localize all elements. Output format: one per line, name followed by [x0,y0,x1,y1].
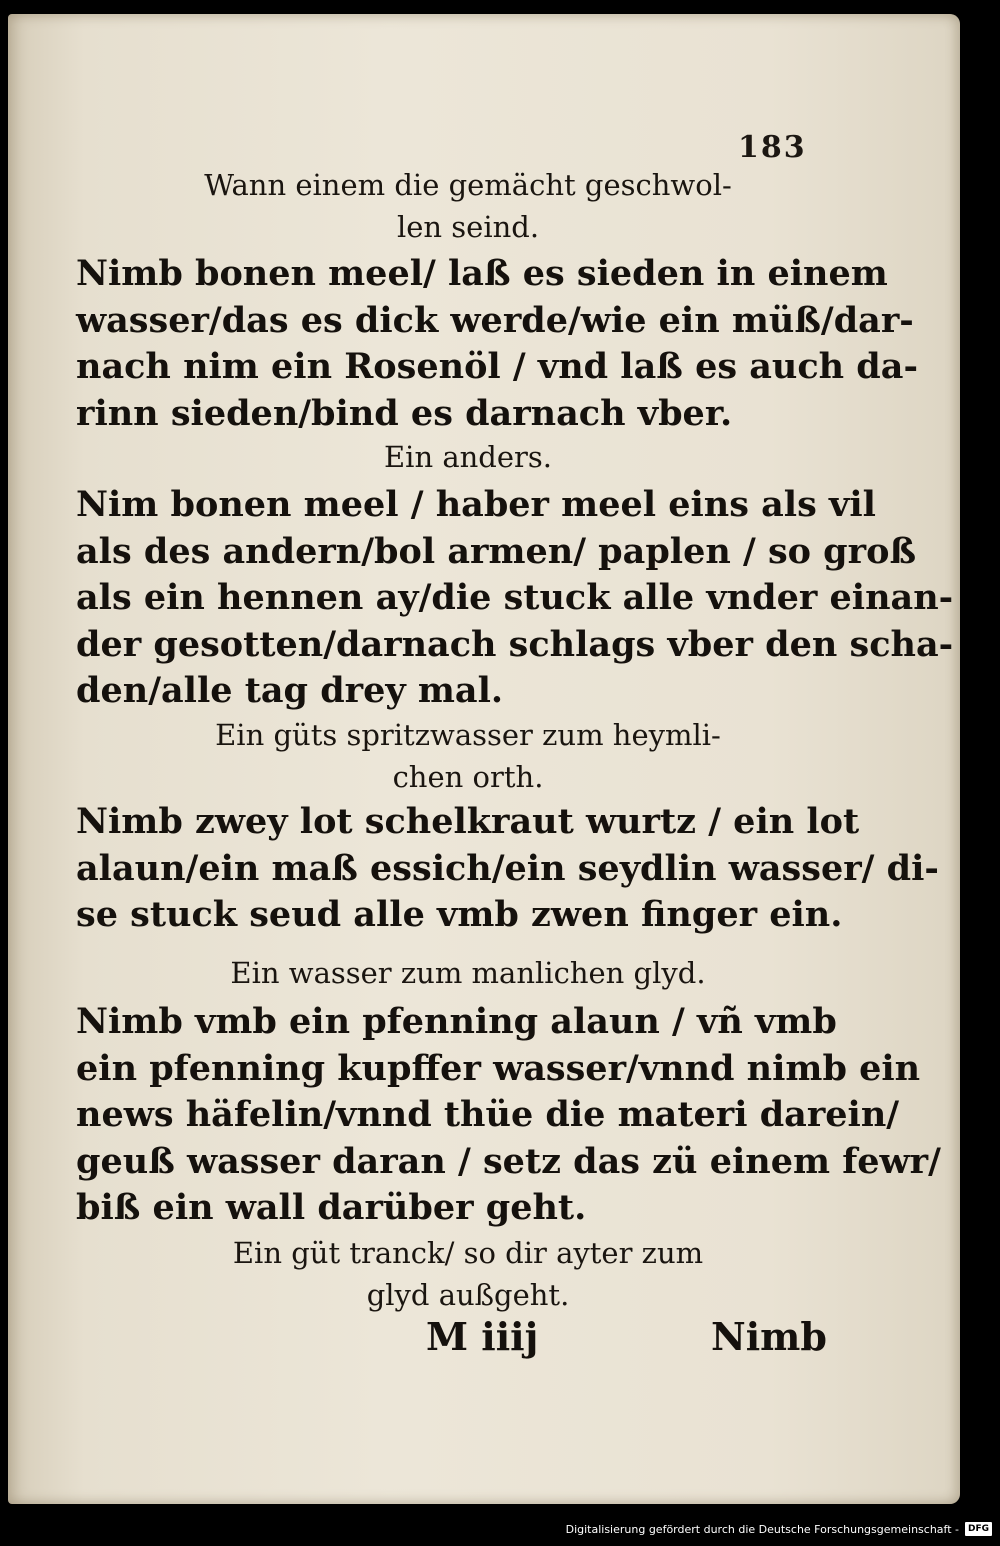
body-line: der gesotten/darnach schlags vber den scha- [76,623,954,665]
section-heading [68,436,868,478]
section-body [76,999,941,1232]
heading-line: Wann einem die gemächt geschwol- [204,168,732,202]
heading-line: chen orth. [392,760,544,794]
section-body [76,799,939,939]
catchword: Nimb [711,1314,827,1359]
body-line: rinn sieden/bind es darnach vber. [76,392,733,434]
section-heading [68,714,868,798]
dfg-logo-icon: DFG [965,1522,992,1536]
body-line: biß ein wall darüber geht. [76,1187,587,1228]
section-body [76,251,918,437]
section-heading [68,1232,868,1316]
heading-line: Ein güt tranck/ so dir ayter zum [232,1236,704,1270]
funding-credit: Digitalisierung gefördert durch die Deutsche Forschungsgemeinschaft - [565,1522,959,1536]
body-line: geuß wasser daran / setz das zü einem fewr/ [76,1140,941,1182]
heading-line: Ein anders. [384,440,552,474]
book-page [8,14,960,1504]
body-line: als ein hennen ay/die stuck alle vnder einan- [76,577,954,618]
body-line: Nimb bonen meel/ laß es sieden in einem [76,253,888,294]
heading-line: glyd außgeht. [366,1278,570,1312]
heading-line: len seind. [396,210,540,244]
body-line: Nimb zwey lot schelkraut wurtz / ein lot [76,801,860,842]
body-line: news häfelin/vnnd thüe die materi darein/ [76,1094,900,1135]
signature-mark: M iiij [426,1314,539,1359]
page-number: 183 [738,130,807,165]
body-line: wasser/das es dick werde/wie ein müß/dar- [76,299,914,341]
body-line: se stuck seud alle vmb zwen finger ein. [76,894,843,935]
body-line: nach nim ein Rosenöl / vnd laß es auch da- [76,346,918,387]
body-line: Nim bonen meel / haber meel eins als vil [76,484,876,525]
section-heading [68,952,868,994]
body-line: den/alle tag drey mal. [76,670,504,711]
body-line: als des andern/bol armen/ paplen / so groß [76,530,917,572]
section-body [76,482,954,715]
section-heading [68,164,868,248]
body-line: alaun/ein maß essich/ein seydlin wasser/ di- [76,847,939,889]
body-line: Nimb vmb ein pfenning alaun / vñ vmb [76,1001,837,1042]
heading-line: Ein güts spritzwasser zum heymli- [215,718,721,752]
body-line: ein pfenning kupffer wasser/vnnd nimb ein [76,1047,921,1089]
digitization-footer [566,1516,992,1542]
heading-line: Ein wasser zum manlichen glyd. [230,956,706,990]
